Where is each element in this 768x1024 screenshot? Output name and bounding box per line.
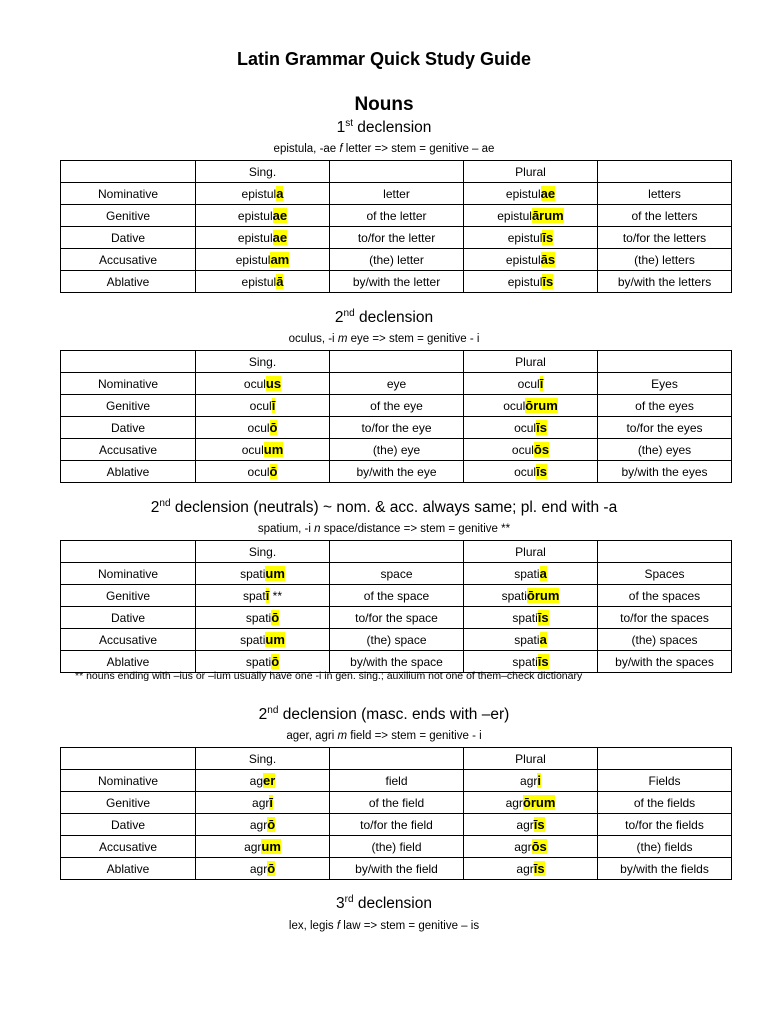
stem: epistul <box>505 253 541 267</box>
table-header-row <box>61 351 732 373</box>
declension-table-2nd-neutral <box>60 540 732 673</box>
ending-highlight: um <box>261 839 281 854</box>
singular-form-cell <box>196 439 330 461</box>
stem: epistul <box>507 231 543 245</box>
header-cell <box>61 161 196 183</box>
case-label: Genitive <box>61 792 196 814</box>
stem: spati <box>514 633 540 647</box>
stem: epistul <box>507 275 543 289</box>
case-label: Genitive <box>61 395 196 417</box>
table-header-row <box>61 541 732 563</box>
plural-translation: of the eyes <box>598 395 732 417</box>
plural-translation: (the) eyes <box>598 439 732 461</box>
singular-translation: space <box>330 563 464 585</box>
case-label: Dative <box>61 417 196 439</box>
stem: spati <box>245 611 272 625</box>
case-label: Ablative <box>61 858 196 880</box>
header-cell: Plural <box>464 351 598 373</box>
table-row <box>61 814 732 836</box>
ending-highlight: īs <box>542 230 554 245</box>
singular-translation: of the field <box>330 792 464 814</box>
case-label: Nominative <box>61 770 196 792</box>
declension-subtitle: lex, legis f law => stem = genitive – is <box>288 920 480 932</box>
plural-form-cell <box>464 249 598 271</box>
header-cell: Sing. <box>196 541 330 563</box>
header-cell: Plural <box>464 161 598 183</box>
singular-form-cell <box>196 629 330 651</box>
ending-highlight: īs <box>542 274 554 289</box>
table-header-row <box>61 748 732 770</box>
case-label: Genitive <box>61 205 196 227</box>
plural-form-cell <box>464 373 598 395</box>
declension-heading: 2nd declension (neutrals) ~ nom. & acc. always same; pl. end with -a <box>150 498 618 517</box>
table-row <box>61 183 732 205</box>
table-row <box>61 461 732 483</box>
ending-highlight: a <box>539 632 547 647</box>
singular-form-cell <box>196 373 330 395</box>
table-row <box>61 249 732 271</box>
table-row <box>61 205 732 227</box>
header-cell: Sing. <box>196 748 330 770</box>
stem: ocul <box>514 421 537 435</box>
plural-form-cell <box>464 858 598 880</box>
case-label: Ablative <box>61 461 196 483</box>
ending-highlight: ī <box>265 588 270 603</box>
declension-table-2nd-er <box>60 747 732 880</box>
ending-highlight: ae <box>540 186 556 201</box>
plural-form-cell <box>464 792 598 814</box>
singular-form-cell <box>196 836 330 858</box>
singular-form-cell <box>196 585 330 607</box>
singular-translation: (the) field <box>330 836 464 858</box>
singular-translation: to/for the letter <box>330 227 464 249</box>
stem: spati <box>512 655 538 669</box>
case-label: Dative <box>61 227 196 249</box>
header-cell <box>598 541 732 563</box>
ending-highlight: um <box>265 632 285 647</box>
plural-form-cell <box>464 271 598 293</box>
ending-highlight: us <box>265 376 282 391</box>
singular-form-cell <box>196 858 330 880</box>
plural-form-cell <box>464 563 598 585</box>
ending-highlight: ī <box>271 398 276 413</box>
ending-highlight: ō <box>269 420 278 435</box>
table-row <box>61 607 732 629</box>
header-cell: Plural <box>464 541 598 563</box>
ending-highlight: ī <box>539 376 544 391</box>
singular-form-cell <box>196 417 330 439</box>
case-label: Ablative <box>61 651 196 673</box>
table-row <box>61 836 732 858</box>
header-cell: Sing. <box>196 161 330 183</box>
stem: ocul <box>247 421 270 435</box>
plural-form-cell <box>464 836 598 858</box>
plural-translation: Eyes <box>598 373 732 395</box>
plural-translation: Spaces <box>598 563 732 585</box>
singular-translation: by/with the eye <box>330 461 464 483</box>
table-row <box>61 271 732 293</box>
ending-highlight: ō <box>267 861 276 876</box>
plural-translation: of the letters <box>598 205 732 227</box>
plural-form-cell <box>464 629 598 651</box>
singular-form-cell <box>196 227 330 249</box>
header-cell <box>330 541 464 563</box>
stem: ocul <box>517 377 540 391</box>
header-cell <box>61 541 196 563</box>
table-row <box>61 792 732 814</box>
case-label: Dative <box>61 814 196 836</box>
header-cell <box>61 351 196 373</box>
stem: ocul <box>247 465 270 479</box>
stem: spati <box>240 633 266 647</box>
case-label: Nominative <box>61 373 196 395</box>
singular-form-cell <box>196 205 330 227</box>
stem: ocul <box>514 465 537 479</box>
case-label: Accusative <box>61 249 196 271</box>
table-row <box>61 439 732 461</box>
ending-highlight: a <box>276 186 284 201</box>
table-row <box>61 585 732 607</box>
stem: ocul <box>243 377 266 391</box>
ending-highlight: ās <box>540 252 556 267</box>
singular-translation: (the) eye <box>330 439 464 461</box>
header-cell <box>330 351 464 373</box>
stem: epistul <box>505 187 541 201</box>
plural-translation: letters <box>598 183 732 205</box>
plural-form-cell <box>464 770 598 792</box>
case-label: Accusative <box>61 439 196 461</box>
declension-heading: 2nd declension (masc. ends with –er) <box>258 705 510 724</box>
stem: spati <box>501 589 527 603</box>
stem: agr <box>516 862 534 876</box>
plural-form-cell <box>464 395 598 417</box>
header-cell <box>330 161 464 183</box>
plural-form-cell <box>464 183 598 205</box>
footnote: ** nouns ending with –ius or –ium usually have one -i in gen. sing.; auxilium not one of them–check dictionary <box>75 670 583 682</box>
stem: epistul <box>237 209 273 223</box>
ending-highlight: īs <box>536 420 547 435</box>
case-label: Nominative <box>61 183 196 205</box>
plural-translation: by/with the letters <box>598 271 732 293</box>
plural-translation: to/for the spaces <box>598 607 732 629</box>
singular-translation: by/with the space <box>330 651 464 673</box>
singular-translation: of the letter <box>330 205 464 227</box>
ending-highlight: um <box>263 442 284 457</box>
ending-highlight: ō <box>269 464 278 479</box>
ending-highlight: īs <box>533 817 545 832</box>
table-row <box>61 770 732 792</box>
stem: spati <box>245 655 272 669</box>
singular-translation: field <box>330 770 464 792</box>
plural-translation: by/with the spaces <box>598 651 732 673</box>
header-cell <box>61 748 196 770</box>
case-label: Accusative <box>61 836 196 858</box>
declension-heading: 2nd declension <box>334 308 434 327</box>
ending-highlight: ae <box>272 208 288 223</box>
ending-highlight: am <box>270 252 290 267</box>
header-cell <box>598 748 732 770</box>
singular-form-cell <box>196 395 330 417</box>
plural-translation: (the) fields <box>598 836 732 858</box>
ending-highlight: a <box>539 566 547 581</box>
ending-highlight: er <box>263 773 276 788</box>
singular-form-cell <box>196 770 330 792</box>
plural-form-cell <box>464 461 598 483</box>
singular-translation: (the) letter <box>330 249 464 271</box>
ending-highlight: īs <box>537 610 549 625</box>
stem: agr <box>505 796 523 810</box>
case-label: Dative <box>61 607 196 629</box>
singular-translation: of the space <box>330 585 464 607</box>
singular-translation: to/for the eye <box>330 417 464 439</box>
singular-form-cell <box>196 563 330 585</box>
ending-highlight: ōs <box>531 839 547 854</box>
header-cell <box>598 161 732 183</box>
plural-form-cell <box>464 417 598 439</box>
ending-highlight: ō <box>267 817 276 832</box>
plural-form-cell <box>464 439 598 461</box>
plural-translation: of the fields <box>598 792 732 814</box>
declension-table-2nd <box>60 350 732 483</box>
singular-translation: letter <box>330 183 464 205</box>
singular-form-cell <box>196 792 330 814</box>
ending-highlight: ō <box>271 654 280 669</box>
suffix-marker: ** <box>269 589 282 603</box>
declension-subtitle: oculus, -i m eye => stem = genitive - i <box>288 333 480 345</box>
table-header-row <box>61 161 732 183</box>
ending-highlight: ārum <box>531 208 564 223</box>
header-cell <box>598 351 732 373</box>
plural-translation: (the) letters <box>598 249 732 271</box>
case-label: Nominative <box>61 563 196 585</box>
stem: epistul <box>235 253 271 267</box>
stem: agr <box>249 818 268 832</box>
table-row <box>61 227 732 249</box>
declension-table-1st <box>60 160 732 293</box>
stem: agr <box>520 774 538 788</box>
ending-highlight: ōrum <box>526 588 560 603</box>
singular-form-cell <box>196 183 330 205</box>
ending-highlight: ī <box>269 795 273 810</box>
ending-highlight: īs <box>536 464 547 479</box>
page-title: Latin Grammar Quick Study Guide <box>236 49 532 69</box>
case-label: Accusative <box>61 629 196 651</box>
singular-translation: of the eye <box>330 395 464 417</box>
stem: epistul <box>497 209 532 223</box>
stem: spati <box>240 567 266 581</box>
header-cell: Plural <box>464 748 598 770</box>
table-row <box>61 563 732 585</box>
stem: agr <box>516 818 534 832</box>
plural-form-cell <box>464 585 598 607</box>
singular-form-cell <box>196 249 330 271</box>
case-label: Ablative <box>61 271 196 293</box>
singular-translation: eye <box>330 373 464 395</box>
stem: ocul <box>511 443 534 457</box>
plural-form-cell <box>464 607 598 629</box>
plural-form-cell <box>464 227 598 249</box>
singular-form-cell <box>196 814 330 836</box>
ending-highlight: um <box>265 566 285 581</box>
singular-translation: to/for the space <box>330 607 464 629</box>
plural-translation: to/for the eyes <box>598 417 732 439</box>
table-row <box>61 858 732 880</box>
plural-translation: Fields <box>598 770 732 792</box>
singular-translation: to/for the field <box>330 814 464 836</box>
ending-highlight: ā <box>276 274 284 289</box>
stem: spati <box>512 611 538 625</box>
stem: agr <box>252 796 270 810</box>
stem: ocul <box>503 399 526 413</box>
header-cell <box>330 748 464 770</box>
table-row <box>61 395 732 417</box>
singular-form-cell <box>196 607 330 629</box>
plural-translation: by/with the fields <box>598 858 732 880</box>
plural-form-cell <box>464 814 598 836</box>
stem: epistul <box>241 275 277 289</box>
plural-translation: (the) spaces <box>598 629 732 651</box>
ending-highlight: ōrum <box>522 795 556 810</box>
stem: ocul <box>249 399 272 413</box>
ending-highlight: īs <box>533 861 545 876</box>
singular-form-cell <box>196 461 330 483</box>
header-cell: Sing. <box>196 351 330 373</box>
plural-translation: to/for the fields <box>598 814 732 836</box>
stem: agr <box>249 862 268 876</box>
singular-form-cell <box>196 271 330 293</box>
plural-translation: of the spaces <box>598 585 732 607</box>
singular-translation: by/with the letter <box>330 271 464 293</box>
section-title-nouns: Nouns <box>354 94 414 115</box>
table-row <box>61 417 732 439</box>
stem: agr <box>244 840 262 854</box>
singular-translation: by/with the field <box>330 858 464 880</box>
table-row <box>61 629 732 651</box>
singular-translation: (the) space <box>330 629 464 651</box>
declension-subtitle: ager, agri m field => stem = genitive - i <box>286 730 482 742</box>
table-row <box>61 373 732 395</box>
stem: spati <box>514 567 540 581</box>
declension-heading: 1st declension <box>336 118 432 137</box>
ending-highlight: ae <box>272 230 288 245</box>
plural-translation: by/with the eyes <box>598 461 732 483</box>
ending-highlight: i <box>537 773 541 788</box>
plural-translation: to/for the letters <box>598 227 732 249</box>
declension-heading: 3rd declension <box>336 894 432 913</box>
plural-form-cell <box>464 205 598 227</box>
ending-highlight: īs <box>537 654 549 669</box>
case-label: Genitive <box>61 585 196 607</box>
stem: ocul <box>241 443 264 457</box>
stem: agr <box>514 840 532 854</box>
ending-highlight: ōrum <box>525 398 558 413</box>
ending-highlight: ō <box>271 610 280 625</box>
declension-subtitle: spatium, -i n space/distance => stem = genitive ** <box>257 523 511 535</box>
stem: ag <box>249 774 264 788</box>
declension-subtitle: epistula, -ae f letter => stem = genitive – ae <box>273 143 495 155</box>
ending-highlight: ōs <box>533 442 550 457</box>
stem: epistul <box>241 187 277 201</box>
stem: spat <box>243 589 266 603</box>
stem: epistul <box>237 231 273 245</box>
